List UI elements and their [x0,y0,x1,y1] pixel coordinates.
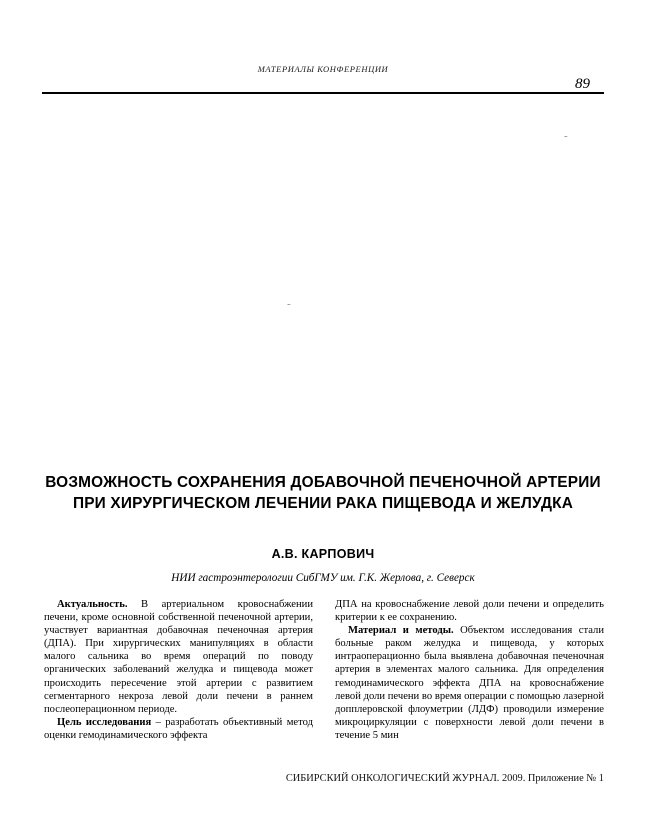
article-title: ВОЗМОЖНОСТЬ СОХРАНЕНИЯ ДОБАВОЧНОЙ ПЕЧЕНОЧНОЙ АРТЕРИИ ПРИ ХИРУРГИЧЕСКОМ ЛЕЧЕНИИ РАКА ПИЩЕВОДА И ЖЕЛУДКА [45,474,601,512]
paragraph-text-actuality: В артериальном кровоснабжении печени, кроме основной собственной печеночной артерии, участвует вариантная добавочная печеночная артерия (ДПА). При хирургических манипуляциях в области малого сальника во время операций по поводу органических заболеваний желудка и пищевода может происходить пересечение этой артерии с развитием сегментарного некроза левой доли печени в раннем послеоперационном периоде. [44,599,313,715]
paragraph-aim-continued [335,598,604,624]
paragraph-lead-aim: Цель исследования [57,716,152,728]
paragraph-text-aim: – разработать объективный метод оценки гемодинамического эффекта [44,716,313,741]
article-affiliation: НИИ гастроэнтерологии СибГМУ им. Г.К. Жерлова, г. Северск [171,572,475,584]
column-left [44,598,313,742]
paragraph-lead-methods: Материал и методы. [348,625,454,637]
paragraph-lead-actuality: Актуальность. [57,599,128,610]
stray-mark-top-right: - [564,130,568,142]
paragraph-methods [335,624,604,742]
article-author: А.В. КАРПОВИЧ [271,547,375,561]
paragraph-actuality [44,598,313,716]
body-columns [44,598,604,742]
column-right [335,598,604,742]
running-head: МАТЕРИАЛЫ КОНФЕРЕНЦИИ [257,64,389,74]
paragraph-text-methods: Объектом исследования стали больные раком желудка и пищевода, у которых интраоперационно была выявлена добавочная печеночная артерия в элементах малого сальника. Для определения гемодинамического эффекта ДПА на кровоснабжение левой доли печени во время операции с помощью лазерной допплеровской флоуметрии (ЛДФ) проводили измерение микроциркуляции с поверхности левой доли печени в течение 5 мин [335,625,604,741]
stray-mark-middle: - [287,298,291,310]
header-rule [42,92,604,94]
footer-citation: СИБИРСКИЙ ОНКОЛОГИЧЕСКИЙ ЖУРНАЛ. 2009. Приложение № 1 [285,773,604,784]
paragraph-text-aim-continued: ДПА на кровоснабжение левой доли печени и определить критерии к ее сохранению. [335,599,604,624]
page-number: 89 [575,76,590,92]
paragraph-aim [44,716,313,742]
